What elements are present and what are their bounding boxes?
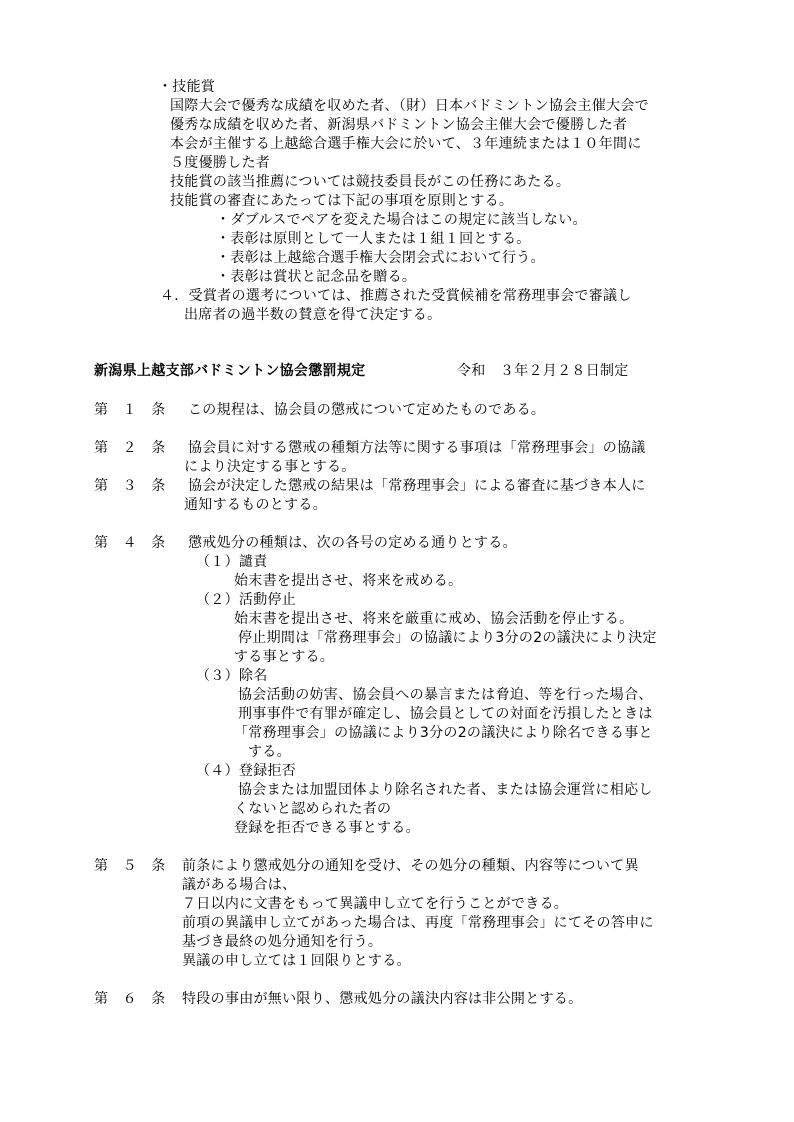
sub-item-text: 協会または加盟団体より除名された者、または協会運営に相応し [238, 782, 653, 798]
article-text: 協会員に対する懲戒の種類方法等に関する事項は「常務理事会」の協議 [188, 440, 646, 456]
award-item4: ４．受賞者の選考については、推薦された受賞候補を常務理事会で審議し [160, 288, 632, 304]
sub-item-head: （１）譴責 [196, 554, 268, 570]
award-line: 技能賞の審査にあたっては下記の事項を原則とする。 [170, 193, 514, 209]
article-label: 第 ６ 条 [94, 991, 166, 1007]
article-label: 第 ５ 条 [94, 858, 166, 874]
sub-item-text: くないと認められた者の [234, 801, 392, 817]
article-label: 第 ４ 条 [94, 535, 166, 551]
sub-item-text: 「常務理事会」の協議により3分の2の議決により除名できる事と [234, 725, 653, 741]
sub-item-text: 停止期間は「常務理事会」の協議により3分の2の議決により決定 [238, 630, 657, 646]
award-line: 本会が主催する上越総合選手権大会に於いて、３年連続または１０年間に [170, 136, 642, 152]
award-line: 技能賞の該当推薦については競技委員長がこの任務にあたる。 [170, 174, 571, 190]
sub-item-text: する事とする。 [234, 649, 335, 665]
sub-item-text: 始末書を提出させ、将来を戒める。 [234, 573, 463, 589]
sub-item-text: 登録を拒否できる事とする。 [234, 820, 420, 836]
sub-item-text: する。 [248, 744, 291, 760]
award-line: ５度優勝した者 [170, 155, 271, 171]
article-text: 通知するものとする。 [184, 497, 327, 513]
award-bullet: ・ダブルスでペアを変えた場合はこの規定に該当しない。 [216, 212, 587, 228]
sub-item-head: （４）登録拒否 [196, 763, 297, 779]
article-text: 異議の申し立ては１回限りとする。 [182, 953, 411, 969]
article-label: 第 ２ 条 [94, 440, 166, 456]
article-text: 懲戒処分の種類は、次の各号の定める通りとする。 [188, 535, 517, 551]
sub-item-head: （３）除名 [196, 668, 268, 684]
sub-item-text: 始末書を提出させ、将来を厳重に戒め、協会活動を停止する。 [234, 611, 634, 627]
award-line: 国際大会で優秀な成績を収めた者、（財）日本バドミントン協会主催大会で [170, 98, 649, 114]
award-bullet: ・表彰は賞状と記念品を贈る。 [216, 269, 417, 285]
article-text: 特段の事由が無い限り、懲戒処分の議決内容は非公開とする。 [182, 991, 583, 1007]
article-label: 第 ３ 条 [94, 478, 166, 494]
article-label: 第 １ 条 [94, 402, 166, 418]
article-text: ７日以内に文書をもって異議申し立てを行うことができる。 [182, 896, 569, 912]
regulation-title: 新潟県上越支部バドミントン協会懲罰規定 [94, 363, 366, 379]
article-text: 前条により懲戒処分の通知を受け、その処分の種類、内容等について異 [182, 858, 639, 874]
article-text: により決定する事とする。 [184, 459, 356, 475]
article-text: 基づき最終の処分通知を行う。 [182, 934, 383, 950]
article-text: 議がある場合は、 [182, 877, 297, 893]
article-text: 協会が決定した懲戒の結果は「常務理事会」による審査に基づき本人に [188, 478, 646, 494]
award-line: 優秀な成績を収めた者、新潟県バドミントン協会主催大会で優勝した者 [170, 117, 628, 133]
sub-item-text: 協会活動の妨害、協会員への暴言または脅迫、等を行った場合、 [238, 687, 653, 703]
article-text: 前項の異議申し立てがあった場合は、再度「常務理事会」にてその答申に [182, 915, 654, 931]
sub-item-text: 刑事事件で有罪が確定し、協会員としての対面を汚損したときは [238, 706, 653, 722]
award-bullet: ・表彰は原則として一人または１組１回とする。 [216, 231, 531, 247]
article-text: この規程は、協会員の懲戒について定めたものである。 [188, 402, 546, 418]
award-item4: 出席者の過半数の賛意を得て決定する。 [184, 307, 442, 323]
sub-item-head: （２）活動停止 [196, 592, 297, 608]
award-bullet: ・表彰は上越総合選手権大会閉会式において行う。 [216, 250, 545, 266]
regulation-date: 令和 ３年２月２８日制定 [457, 363, 629, 379]
award-title: ・技能賞 [158, 79, 216, 95]
